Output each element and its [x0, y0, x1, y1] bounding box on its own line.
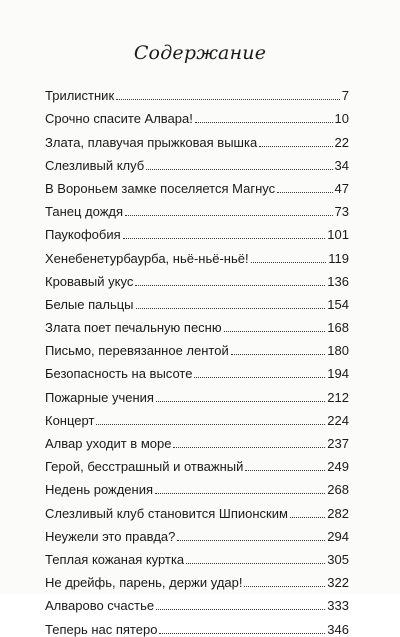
toc-entry-title: Недень рождения [45, 482, 154, 498]
toc-entry-title: Не дрейфь, парень, держи удар! [45, 575, 243, 591]
dot-leader [231, 354, 326, 355]
toc-entry [45, 242, 349, 265]
toc-entry [45, 219, 349, 242]
dot-leader [259, 146, 332, 147]
toc-entry [45, 521, 349, 544]
toc-entry-title: Хенебенетурбаурба, ньё-ньё-ньё! [45, 250, 249, 266]
toc-entry-title: Паукофобия [45, 227, 121, 243]
toc-entry-title: Неужели это правда? [45, 528, 176, 544]
dot-leader [290, 517, 325, 518]
toc-entry-title: Злата, плавучая прыжковая вышка [45, 134, 258, 150]
toc-entry [45, 173, 349, 196]
toc-entry-page-number: 73 [334, 204, 349, 220]
toc-entry [45, 126, 349, 149]
toc-entry-page-number: 180 [327, 343, 349, 359]
toc-entry [45, 613, 349, 636]
toc-entry [45, 428, 349, 451]
dot-leader [245, 470, 325, 471]
toc-entry-page-number: 346 [327, 621, 349, 637]
toc-entry-title: Злата поет печальную песню [45, 320, 222, 336]
toc-entry-title: Теперь нас пятеро [45, 621, 158, 637]
dot-leader [244, 586, 325, 587]
toc-entry-page-number: 10 [334, 111, 349, 127]
toc-entry-title: Срочно спасите Алвара! [45, 111, 193, 127]
toc-entry [45, 80, 349, 103]
dot-leader [159, 633, 325, 634]
toc-entry-page-number: 212 [327, 389, 349, 405]
dot-leader [155, 493, 325, 494]
toc-entry-page-number: 294 [327, 528, 349, 544]
toc-entry-page-number: 282 [327, 505, 349, 521]
toc-entry-title: Трилистник [45, 88, 115, 104]
toc-entry-title: Алварово счастье [45, 598, 155, 614]
toc-entry [45, 289, 349, 312]
toc-entry-page-number: 101 [327, 227, 349, 243]
toc-entry-title: Концерт [45, 412, 95, 428]
page-title: Содержание [133, 42, 267, 64]
toc-entry-page-number: 136 [327, 273, 349, 289]
dot-leader [251, 262, 327, 263]
dot-leader [156, 401, 325, 402]
toc-entry-page-number: 154 [327, 296, 349, 312]
dot-leader [195, 122, 333, 123]
toc-entry [45, 358, 349, 381]
toc-entry [45, 103, 349, 126]
toc-entry [45, 544, 349, 567]
toc-entry [45, 196, 349, 219]
dot-leader [146, 169, 332, 170]
toc-entry-title: Пожарные учения [45, 389, 154, 405]
toc-entry-page-number: 237 [327, 436, 349, 451]
toc-entry-title: Алвар уходит в море [45, 436, 172, 451]
toc-entry-title: Слезливый клуб становится Шпионским [45, 505, 288, 521]
table-of-contents [45, 80, 349, 637]
toc-entry-title: В Вороньем замке поселяется Магнус [45, 180, 276, 196]
toc-entry-page-number: 168 [327, 320, 349, 336]
dot-leader [277, 192, 332, 193]
toc-entry [45, 474, 349, 497]
dot-leader [194, 377, 325, 378]
toc-entry-title: Письмо, перевязанное лентой [45, 343, 229, 359]
toc-entry-page-number: 7 [341, 88, 349, 104]
toc-entry-title: Белые пальцы [45, 296, 134, 312]
toc-entry-page-number: 268 [327, 482, 349, 498]
toc-entry-page-number: 47 [334, 180, 349, 196]
toc-entry [45, 381, 349, 404]
dot-leader [156, 609, 325, 610]
dot-leader [186, 563, 325, 564]
toc-entry [45, 335, 349, 358]
toc-entry-page-number: 34 [334, 157, 349, 173]
toc-entry-page-number: 22 [334, 134, 349, 150]
toc-entry [45, 150, 349, 173]
dot-leader [136, 308, 326, 309]
toc-entry [45, 405, 349, 428]
dot-leader [173, 447, 325, 448]
toc-entry-title: Герой, бесстрашный и отважный [45, 459, 244, 475]
toc-entry-page-number: 305 [327, 551, 349, 567]
dot-leader [96, 424, 325, 425]
dot-leader [224, 331, 326, 332]
dot-leader [177, 540, 325, 541]
dot-leader [125, 215, 332, 216]
toc-entry [45, 567, 349, 590]
toc-entry-title: Теплая кожаная куртка [45, 551, 185, 567]
toc-entry-page-number: 249 [327, 459, 349, 475]
toc-entry-page-number: 194 [327, 366, 349, 382]
dot-leader [135, 285, 325, 286]
toc-entry [45, 497, 349, 520]
toc-entry-title: Безопасность на высоте [45, 366, 193, 382]
toc-entry-page-number: 333 [327, 598, 349, 614]
toc-entry [45, 312, 349, 335]
toc-entry-title: Слезливый клуб [45, 157, 145, 173]
toc-entry [45, 451, 349, 474]
toc-entry-page-number: 119 [328, 250, 349, 266]
dot-leader [123, 238, 326, 239]
toc-entry-page-number: 322 [327, 575, 349, 591]
toc-entry-title: Танец дождя [45, 204, 124, 220]
toc-entry-title: Кровавый укус [45, 273, 134, 289]
dot-leader [116, 99, 340, 100]
toc-entry-page-number: 224 [327, 412, 349, 428]
toc-entry [45, 266, 349, 289]
